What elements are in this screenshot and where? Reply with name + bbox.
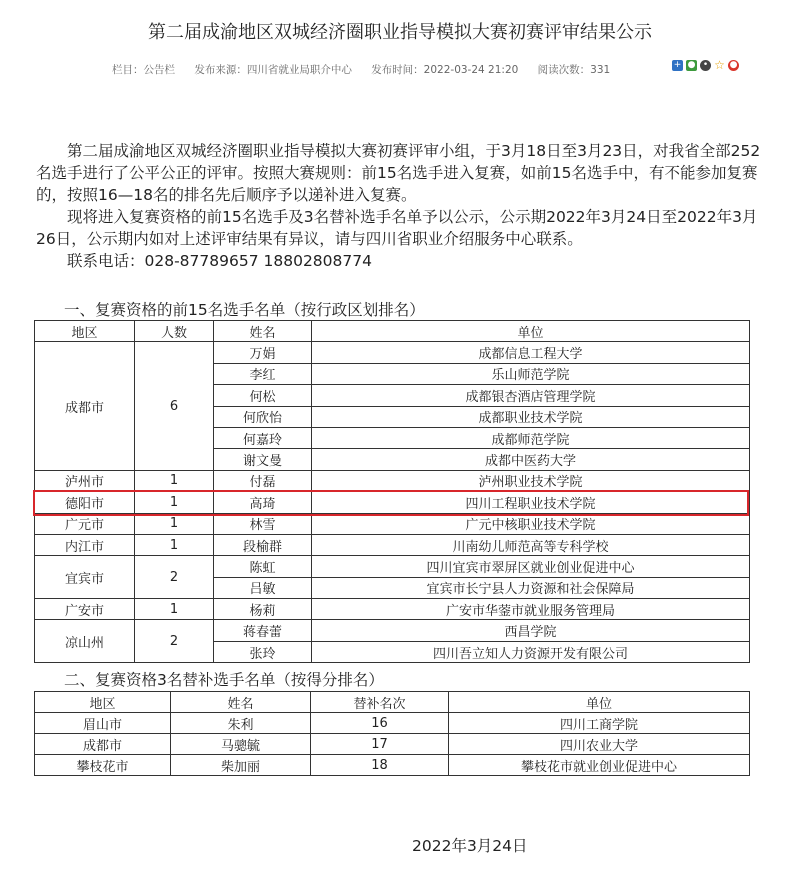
unit-cell: 泸州职业技术学院 <box>312 470 750 491</box>
name-cell: 谢文曼 <box>214 449 312 470</box>
region-cell: 凉山州 <box>35 620 135 663</box>
table-row <box>35 556 750 577</box>
section-2-heading: 二、复赛资格3名替补选手名单（按得分排名） <box>64 671 384 689</box>
count-cell: 2 <box>135 556 214 599</box>
meta-source: 发布来源：四川省就业局职介中心 <box>194 64 352 76</box>
rank-cell: 18 <box>311 755 449 776</box>
table-row <box>35 713 750 734</box>
share-qzone-icon[interactable]: + <box>673 60 682 70</box>
column-header: 姓名 <box>171 692 311 713</box>
unit-cell: 成都职业技术学院 <box>312 406 750 427</box>
column-header: 地区 <box>35 692 171 713</box>
table-row <box>35 755 750 776</box>
unit-cell: 四川农业大学 <box>449 734 750 755</box>
name-cell: 陈虹 <box>214 556 312 577</box>
share-bar <box>672 60 739 71</box>
table-row <box>35 492 750 513</box>
name-cell: 何嘉玲 <box>214 427 312 448</box>
table-header-row <box>35 321 750 342</box>
unit-cell: 川南幼儿师范高等专科学校 <box>312 534 750 555</box>
region-cell: 广安市 <box>35 599 135 620</box>
section-1-heading: 一、复赛资格的前15名选手名单（按行政区划排名） <box>64 301 425 319</box>
table-row <box>35 342 750 363</box>
name-cell: 朱利 <box>171 713 311 734</box>
article-body <box>36 140 766 272</box>
count-cell: 1 <box>135 492 214 513</box>
table-header-row <box>35 692 750 713</box>
name-cell: 高琦 <box>214 492 312 513</box>
unit-cell: 四川宜宾市翠屏区就业创业促进中心 <box>312 556 750 577</box>
count-cell: 1 <box>135 534 214 555</box>
name-cell: 林雪 <box>214 513 312 534</box>
region-cell: 广元市 <box>35 513 135 534</box>
share-wechat-icon[interactable]: ● <box>687 60 696 70</box>
name-cell: 马骢毓 <box>171 734 311 755</box>
paragraph-1: 第二届成渝地区双城经济圈职业指导模拟大赛初赛评审小组，于3月18日至3月23日，对我省全部252名选手进行了公平公正的评审。按照大赛规则：前15名选手进入复赛，如前15名选手中，有不能参加复赛的，按照16—18名的排名先后顺序予以递补进入复赛。 <box>36 142 761 204</box>
publish-date: 2022年3月24日 <box>412 837 528 855</box>
table-row <box>35 734 750 755</box>
share-people-icon[interactable]: • <box>700 60 711 71</box>
region-cell: 攀枝花市 <box>35 755 171 776</box>
rank-cell: 17 <box>311 734 449 755</box>
rank-cell: 16 <box>311 713 449 734</box>
count-cell: 1 <box>135 599 214 620</box>
column-header: 单位 <box>449 692 750 713</box>
meta-time: 发布时间：2022-03-24 21:20 <box>371 64 519 76</box>
finalists-table <box>34 320 750 663</box>
unit-cell: 四川吾立知人力资源开发有限公司 <box>312 641 750 662</box>
unit-cell: 西昌学院 <box>312 620 750 641</box>
unit-cell: 成都银杏酒店管理学院 <box>312 385 750 406</box>
name-cell: 万娟 <box>214 342 312 363</box>
unit-cell: 四川工程职业技术学院 <box>312 492 750 513</box>
name-cell: 段榆群 <box>214 534 312 555</box>
region-cell: 成都市 <box>35 342 135 470</box>
table-row <box>35 620 750 641</box>
column-header: 姓名 <box>214 321 312 342</box>
unit-cell: 成都师范学院 <box>312 427 750 448</box>
unit-cell: 成都信息工程大学 <box>312 342 750 363</box>
name-cell: 杨莉 <box>214 599 312 620</box>
unit-cell: 攀枝花市就业创业促进中心 <box>449 755 750 776</box>
share-weibo-icon[interactable]: ● <box>729 60 738 70</box>
table-row <box>35 599 750 620</box>
name-cell: 柴加丽 <box>171 755 311 776</box>
name-cell: 吕敏 <box>214 577 312 598</box>
column-header: 地区 <box>35 321 135 342</box>
favorite-star-icon[interactable]: ☆ <box>714 58 725 72</box>
paragraph-2: 现将进入复赛资格的前15名选手及3名替补选手名单予以公示，公示期2022年3月24日至2022年3月26日，公示期内如对上述评审结果有异议，请与四川省职业介绍服务中心联系。 <box>36 208 758 248</box>
count-cell: 1 <box>135 513 214 534</box>
name-cell: 李红 <box>214 363 312 384</box>
meta-column: 栏目：公告栏 <box>112 64 175 76</box>
region-cell: 成都市 <box>35 734 171 755</box>
unit-cell: 四川工商学院 <box>449 713 750 734</box>
name-cell: 何欣怡 <box>214 406 312 427</box>
unit-cell: 乐山师范学院 <box>312 363 750 384</box>
table-row <box>35 513 750 534</box>
column-header: 替补名次 <box>311 692 449 713</box>
unit-cell: 宜宾市长宁县人力资源和社会保障局 <box>312 577 750 598</box>
table-row <box>35 470 750 491</box>
name-cell: 张玲 <box>214 641 312 662</box>
region-cell: 内江市 <box>35 534 135 555</box>
substitutes-table <box>34 691 750 776</box>
contact-phone: 联系电话：028-87789657 18802808774 <box>67 252 372 270</box>
count-cell: 6 <box>135 342 214 470</box>
region-cell: 泸州市 <box>35 470 135 491</box>
name-cell: 付磊 <box>214 470 312 491</box>
page-title: 第二届成渝地区双城经济圈职业指导模拟大赛初赛评审结果公示 <box>148 22 652 43</box>
region-cell: 德阳市 <box>35 492 135 513</box>
count-cell: 1 <box>135 470 214 491</box>
meta-views: 阅读次数：331 <box>537 64 611 76</box>
unit-cell: 成都中医药大学 <box>312 449 750 470</box>
unit-cell: 广安市华蓥市就业服务管理局 <box>312 599 750 620</box>
region-cell: 眉山市 <box>35 713 171 734</box>
table-row <box>35 534 750 555</box>
count-cell: 2 <box>135 620 214 663</box>
column-header: 单位 <box>312 321 750 342</box>
region-cell: 宜宾市 <box>35 556 135 599</box>
article-meta <box>112 62 626 77</box>
name-cell: 蒋春蕾 <box>214 620 312 641</box>
column-header: 人数 <box>135 321 214 342</box>
name-cell: 何松 <box>214 385 312 406</box>
unit-cell: 广元中核职业技术学院 <box>312 513 750 534</box>
